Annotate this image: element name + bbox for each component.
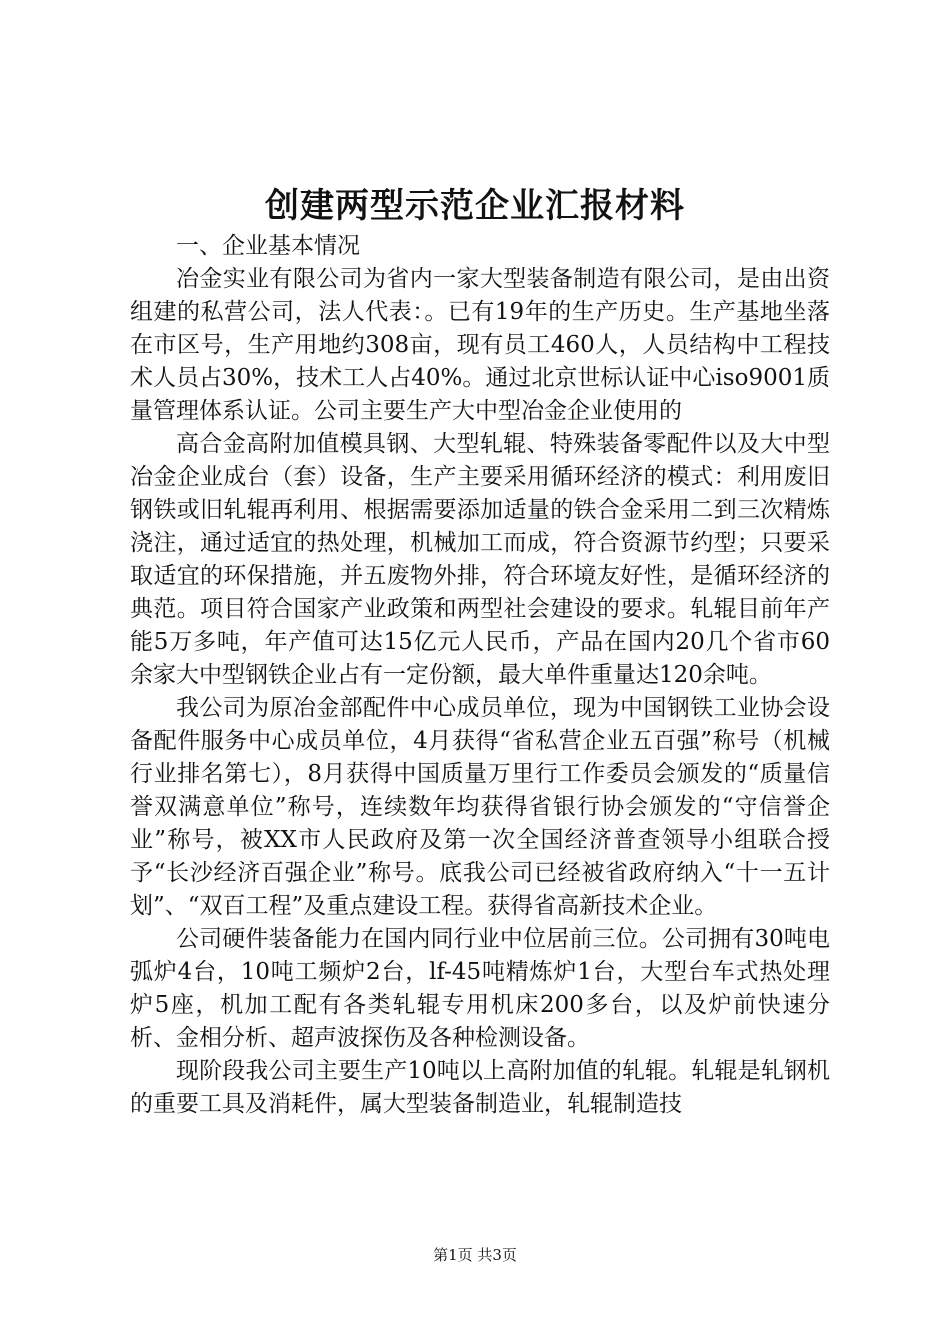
paragraph-products: 高合金高附加值模具钢、大型轧辊、特殊装备零配件以及大中型冶金企业成台（套）设备，生产主要采用循环经济的模式：利用废旧钢铁或旧轧辊再利用、根据需要添加适量的铁合金采用二到三次精炼浇注，通过适宜的热处理，机械加工而成，符合资源节约型；只要采取适宜的环保措施，并五废物外排，符合环境友好性，是循环经济的典范。项目符合国家产业政策和两型社会建设的要求。轧辊目前年产能5万多吨，年产值可达15亿元人民币，产品在国内20几个省市60余家大中型钢铁企业占有一定份额，最大单件重量达120余吨。 [130,431,830,688]
paragraph-honors: 我公司为原冶金部配件中心成员单位，现为中国钢铁工业协会设备配件服务中心成员单位，4月获得“省私营企业五百强”称号（机械行业排名第七），8月获得中国质量万里行工作委员会颁发的“质量信誉双满意单位”称号，连续数年均获得省银行协会颁发的“守信誉企业”称号，被XX市人民政府及第一次全国经济普查领导小组联合授予“长沙经济百强企业”称号。底我公司已经被省政府纳入“十一五计划”、“双百工程”及重点建设工程。获得省高新技术企业。 [130,695,830,919]
paragraph-current-production: 现阶段我公司主要生产10吨以上高附加值的轧辊。轧辊是轧钢机的重要工具及消耗件，属大型装备制造业，轧辊制造技 [130,1058,830,1117]
page-title: 创建两型示范企业汇报材料 [265,186,685,226]
paragraph-equipment: 公司硬件装备能力在国内同行业中位居前三位。公司拥有30吨电弧炉4台，10吨工频炉2台，lf-45吨精炼炉1台，大型台车式热处理炉5座，机加工配有各类轧辊专用机床200多台，以及炉前快速分析、金相分析、超声波探伤及各种检测设备。 [130,926,830,1051]
paragraph-company-overview: 冶金实业有限公司为省内一家大型装备制造有限公司，是由出资组建的私营公司，法人代表：。已有19年的生产历史。生产基地坐落在市区号，生产用地约308亩，现有员工460人，人员结构中工程技术人员占30%，技术工人占40%。通过北京世标认证中心iso9001质量管理体系认证。公司主要生产大中型冶金企业使用的 [130,266,830,424]
section-heading: 一、企业基本情况 [176,233,360,259]
page-footer: 第1页 共3页 [433,1246,517,1264]
document-body [130,230,830,1121]
